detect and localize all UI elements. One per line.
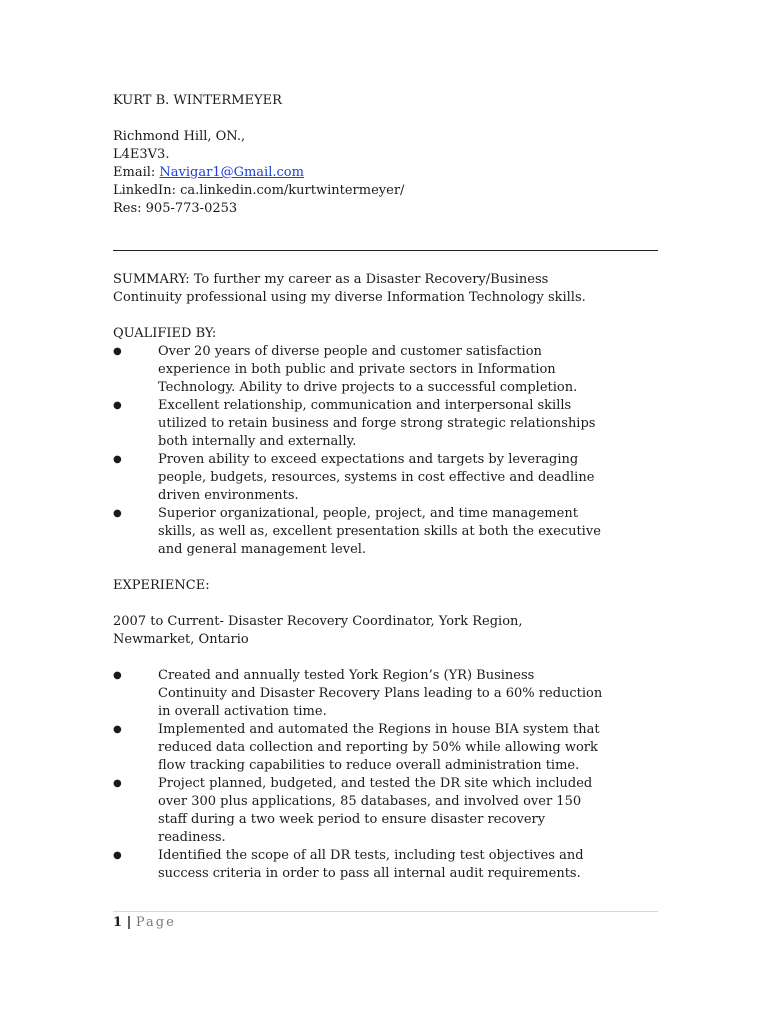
experience-list [113, 667, 658, 883]
list-item [113, 397, 658, 451]
bullet-icon: ● [113, 850, 122, 861]
experience-heading: EXPERIENCE: [113, 578, 210, 593]
bullet-icon: ● [113, 508, 122, 519]
email-label: Email: [113, 165, 160, 180]
list-item-text: success criteria in order to pass all internal audit requirements. [158, 866, 581, 881]
page-separator: | [122, 915, 136, 930]
email-line [113, 164, 658, 182]
page-label: Page [135, 915, 176, 930]
page-number: 1 [113, 915, 123, 930]
list-item [113, 667, 658, 721]
list-item-text: people, budgets, resources, systems in cost effective and deadline [158, 470, 595, 485]
list-item-text: experience in both public and private sectors in Information [158, 362, 556, 377]
list-item-text: Over 20 years of diverse people and customer satisfaction [158, 344, 542, 359]
bullet-icon: ● [113, 400, 122, 411]
list-item-text: staff during a two week period to ensure disaster recovery [158, 812, 546, 827]
bullet-icon: ● [113, 724, 122, 735]
list-item-text: Implemented and automated the Regions in house BIA system that [158, 722, 600, 737]
bullet-icon: ● [113, 454, 122, 465]
qualified-list [113, 343, 658, 559]
qualified-heading: QUALIFIED BY: [113, 326, 217, 341]
address-city: Richmond Hill, ON., [113, 129, 246, 144]
list-item-text: in overall activation time. [158, 704, 327, 719]
list-item-text: over 300 plus applications, 85 databases, and involved over 150 [158, 794, 582, 809]
list-item-text: Excellent relationship, communication and interpersonal skills [158, 398, 572, 413]
email-link[interactable]: Navigar1@Gmail.com [159, 165, 304, 180]
list-item-text: and general management level. [158, 542, 367, 557]
list-item-text: Proven ability to exceed expectations and targets by leveraging [158, 452, 579, 467]
candidate-name: KURT B. WINTERMEYER [113, 93, 282, 108]
list-item-text: utilized to retain business and forge strong strategic relationships [158, 416, 596, 431]
list-item [113, 721, 658, 775]
list-item-text: skills, as well as, excellent presentation skills at both the executive [158, 524, 601, 539]
list-item-text: Continuity and Disaster Recovery Plans leading to a 60% reduction [158, 686, 603, 701]
list-item [113, 451, 658, 505]
list-item [113, 775, 658, 847]
job-title-line-2: Newmarket, Ontario [113, 632, 249, 647]
job-title-line-1: 2007 to Current- Disaster Recovery Coordinator, York Region, [113, 614, 523, 629]
summary-line-2: Continuity professional using my diverse Information Technology skills. [113, 290, 586, 305]
list-item-text: Identified the scope of all DR tests, including test objectives and [158, 848, 584, 863]
footer-divider [113, 911, 658, 912]
phone-line: Res: 905-773-0253 [113, 201, 238, 216]
list-item-text: flow tracking capabilities to reduce overall administration time. [158, 758, 580, 773]
list-item [113, 847, 658, 883]
list-item-text: both internally and externally. [158, 434, 357, 449]
list-item-text: Project planned, budgeted, and tested the DR site which included [158, 776, 593, 791]
list-item-text: driven environments. [158, 488, 299, 503]
list-item-text: Technology. Ability to drive projects to a successful completion. [158, 380, 578, 395]
linkedin-line: LinkedIn: ca.linkedin.com/kurtwintermeyer/ [113, 183, 405, 198]
bullet-icon: ● [113, 346, 122, 357]
address-postal: L4E3V3. [113, 147, 170, 162]
list-item [113, 343, 658, 397]
list-item-text: readiness. [158, 830, 226, 845]
page-footer [113, 914, 176, 932]
summary-line-1: SUMMARY: To further my career as a Disaster Recovery/Business [113, 272, 549, 287]
resume-page [113, 92, 658, 883]
list-item-text: Superior organizational, people, project, and time management [158, 506, 578, 521]
list-item [113, 505, 658, 559]
list-item-text: reduced data collection and reporting by 50% while allowing work [158, 740, 598, 755]
list-item-text: Created and annually tested York Region’s (YR) Business [158, 668, 535, 683]
bullet-icon: ● [113, 670, 122, 681]
bullet-icon: ● [113, 778, 122, 789]
